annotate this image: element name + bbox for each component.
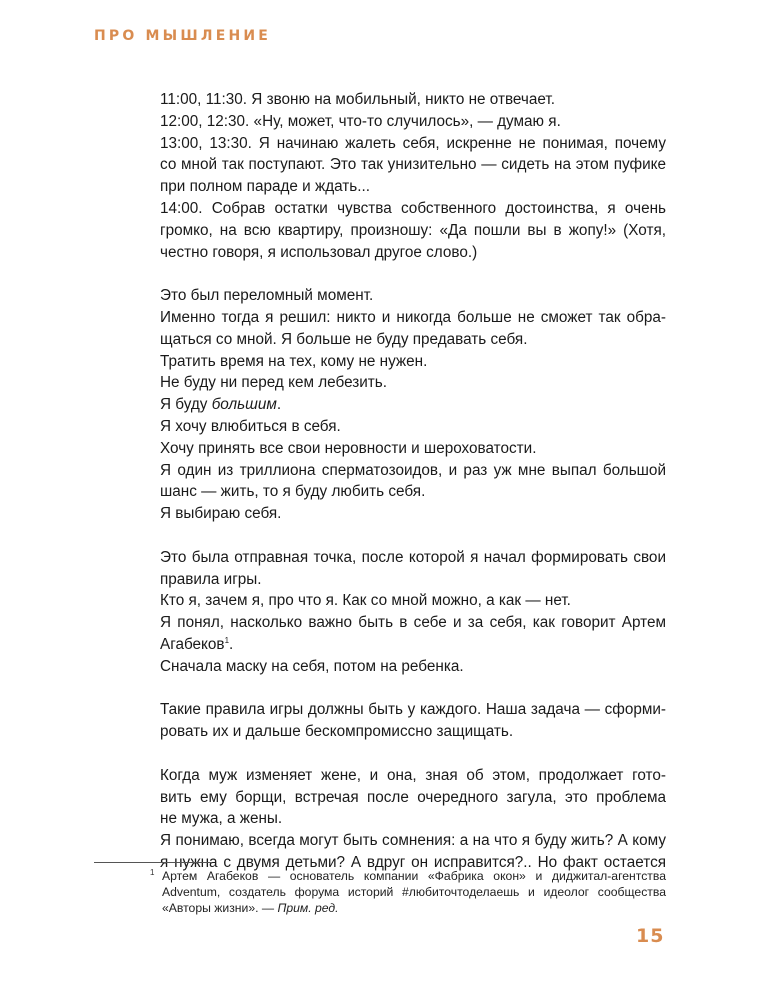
text-line: 12:00, 12:30. «Ну, может, что-то случилось», — думаю я. <box>160 112 561 130</box>
text-line: Кто я, зачем я, про что я. Как со мной можно, а как — нет. <box>160 592 571 610</box>
paragraph-4 <box>160 699 666 743</box>
text-line: со мной так поступают. Это так унизительно — сидеть на этом пуфике <box>160 156 666 174</box>
paragraph-3 <box>160 547 666 678</box>
text-line: правила игры. <box>160 570 262 588</box>
text-line: Сначала маску на себя, потом на ребенка. <box>160 657 464 675</box>
text-line: вить ему борщи, встречая после очередного загула, это проблема <box>160 788 666 806</box>
text-line: Это была отправная точка, после которой я начал формировать свои <box>160 548 666 566</box>
footnote <box>162 868 666 916</box>
text-line: Тратить время на тех, кому не нужен. <box>160 352 428 370</box>
text-line <box>160 634 666 656</box>
text-line: Когда муж изменяет жене, и она, зная об этом, продолжает гото- <box>160 766 666 784</box>
text-line: 14:00. Собрав остатки чувства собственного достоинства, я очень <box>160 199 666 217</box>
text-line: Это был переломный момент. <box>160 287 374 305</box>
text-line: Именно тогда я решил: никто и никогда больше не сможет так обра- <box>160 308 666 326</box>
text-span: Я буду <box>160 396 212 414</box>
text-line: Я выбираю себя. <box>160 505 282 523</box>
text-line: 13:00, 13:30. Я начинаю жалеть себя, искренне не понимая, почему <box>160 134 666 152</box>
emphasis-text: большим <box>211 396 277 414</box>
text-line <box>160 394 666 416</box>
paragraph-1 <box>160 89 666 263</box>
page-number: 15 <box>636 925 665 947</box>
text-line: я нужна с двумя детьми? А вдруг он исправится?.. Но факт остается <box>160 853 666 871</box>
text-span: . <box>276 396 282 414</box>
text-line: ровать их и дальше бескомпромиссно защищать. <box>160 723 514 741</box>
text-span: . <box>229 635 234 653</box>
text-span: Агабеков <box>160 635 225 653</box>
text-line: 11:00, 11:30. Я звоню на мобильный, никто не отвечает. <box>160 91 555 108</box>
footnote-body: Артем Агабеков — основатель компании «Фабрика окон» и диджитал-агентства Adventum, создатель форума историй #любиточтоделаешь и идеолог сообщества «Авторы жизни». — <box>162 869 666 915</box>
text-line: Хочу принять все свои неровности и шероховатости. <box>160 439 537 457</box>
footnote-note: Прим. ред. <box>277 901 339 915</box>
text-line: Я понимаю, всегда могут быть сомнения: а на что я буду жить? А кому <box>160 832 666 850</box>
paragraph-5 <box>160 765 666 874</box>
paragraph-2 <box>160 285 666 525</box>
text-line: Такие правила игры должны быть у каждого. Наша задача — сформи- <box>160 701 666 719</box>
footnote-ref: 1 <box>224 635 230 645</box>
running-header: ПРО МЫШЛЕНИЕ <box>94 28 272 44</box>
text-line: честно говоря, я использовал другое слово.) <box>160 243 478 261</box>
footnote-text <box>162 868 666 916</box>
text-line: Я хочу влюбиться в себя. <box>160 417 341 435</box>
text-line: Не буду ни перед кем лебезить. <box>160 374 388 392</box>
footnote-number: 1 <box>150 868 155 877</box>
text-line: Я понял, насколько важно быть в себе и за себя, как говорит Артем <box>160 614 666 632</box>
text-line: щаться со мной. Я больше не буду предавать себя. <box>160 330 528 348</box>
text-line: громко, на всю квартиру, произношу: «Да пошли вы в жопу!» (Хотя, <box>160 221 666 239</box>
text-line: при полном параде и ждать... <box>160 178 371 196</box>
text-line: не мужа, а жены. <box>160 810 283 828</box>
main-text <box>160 89 666 895</box>
text-line: Я один из триллиона сперматозоидов, и раз уж мне выпал большой <box>160 461 666 479</box>
footnote-divider <box>94 862 212 863</box>
text-line: шанс — жить, то я буду любить себя. <box>160 483 426 501</box>
